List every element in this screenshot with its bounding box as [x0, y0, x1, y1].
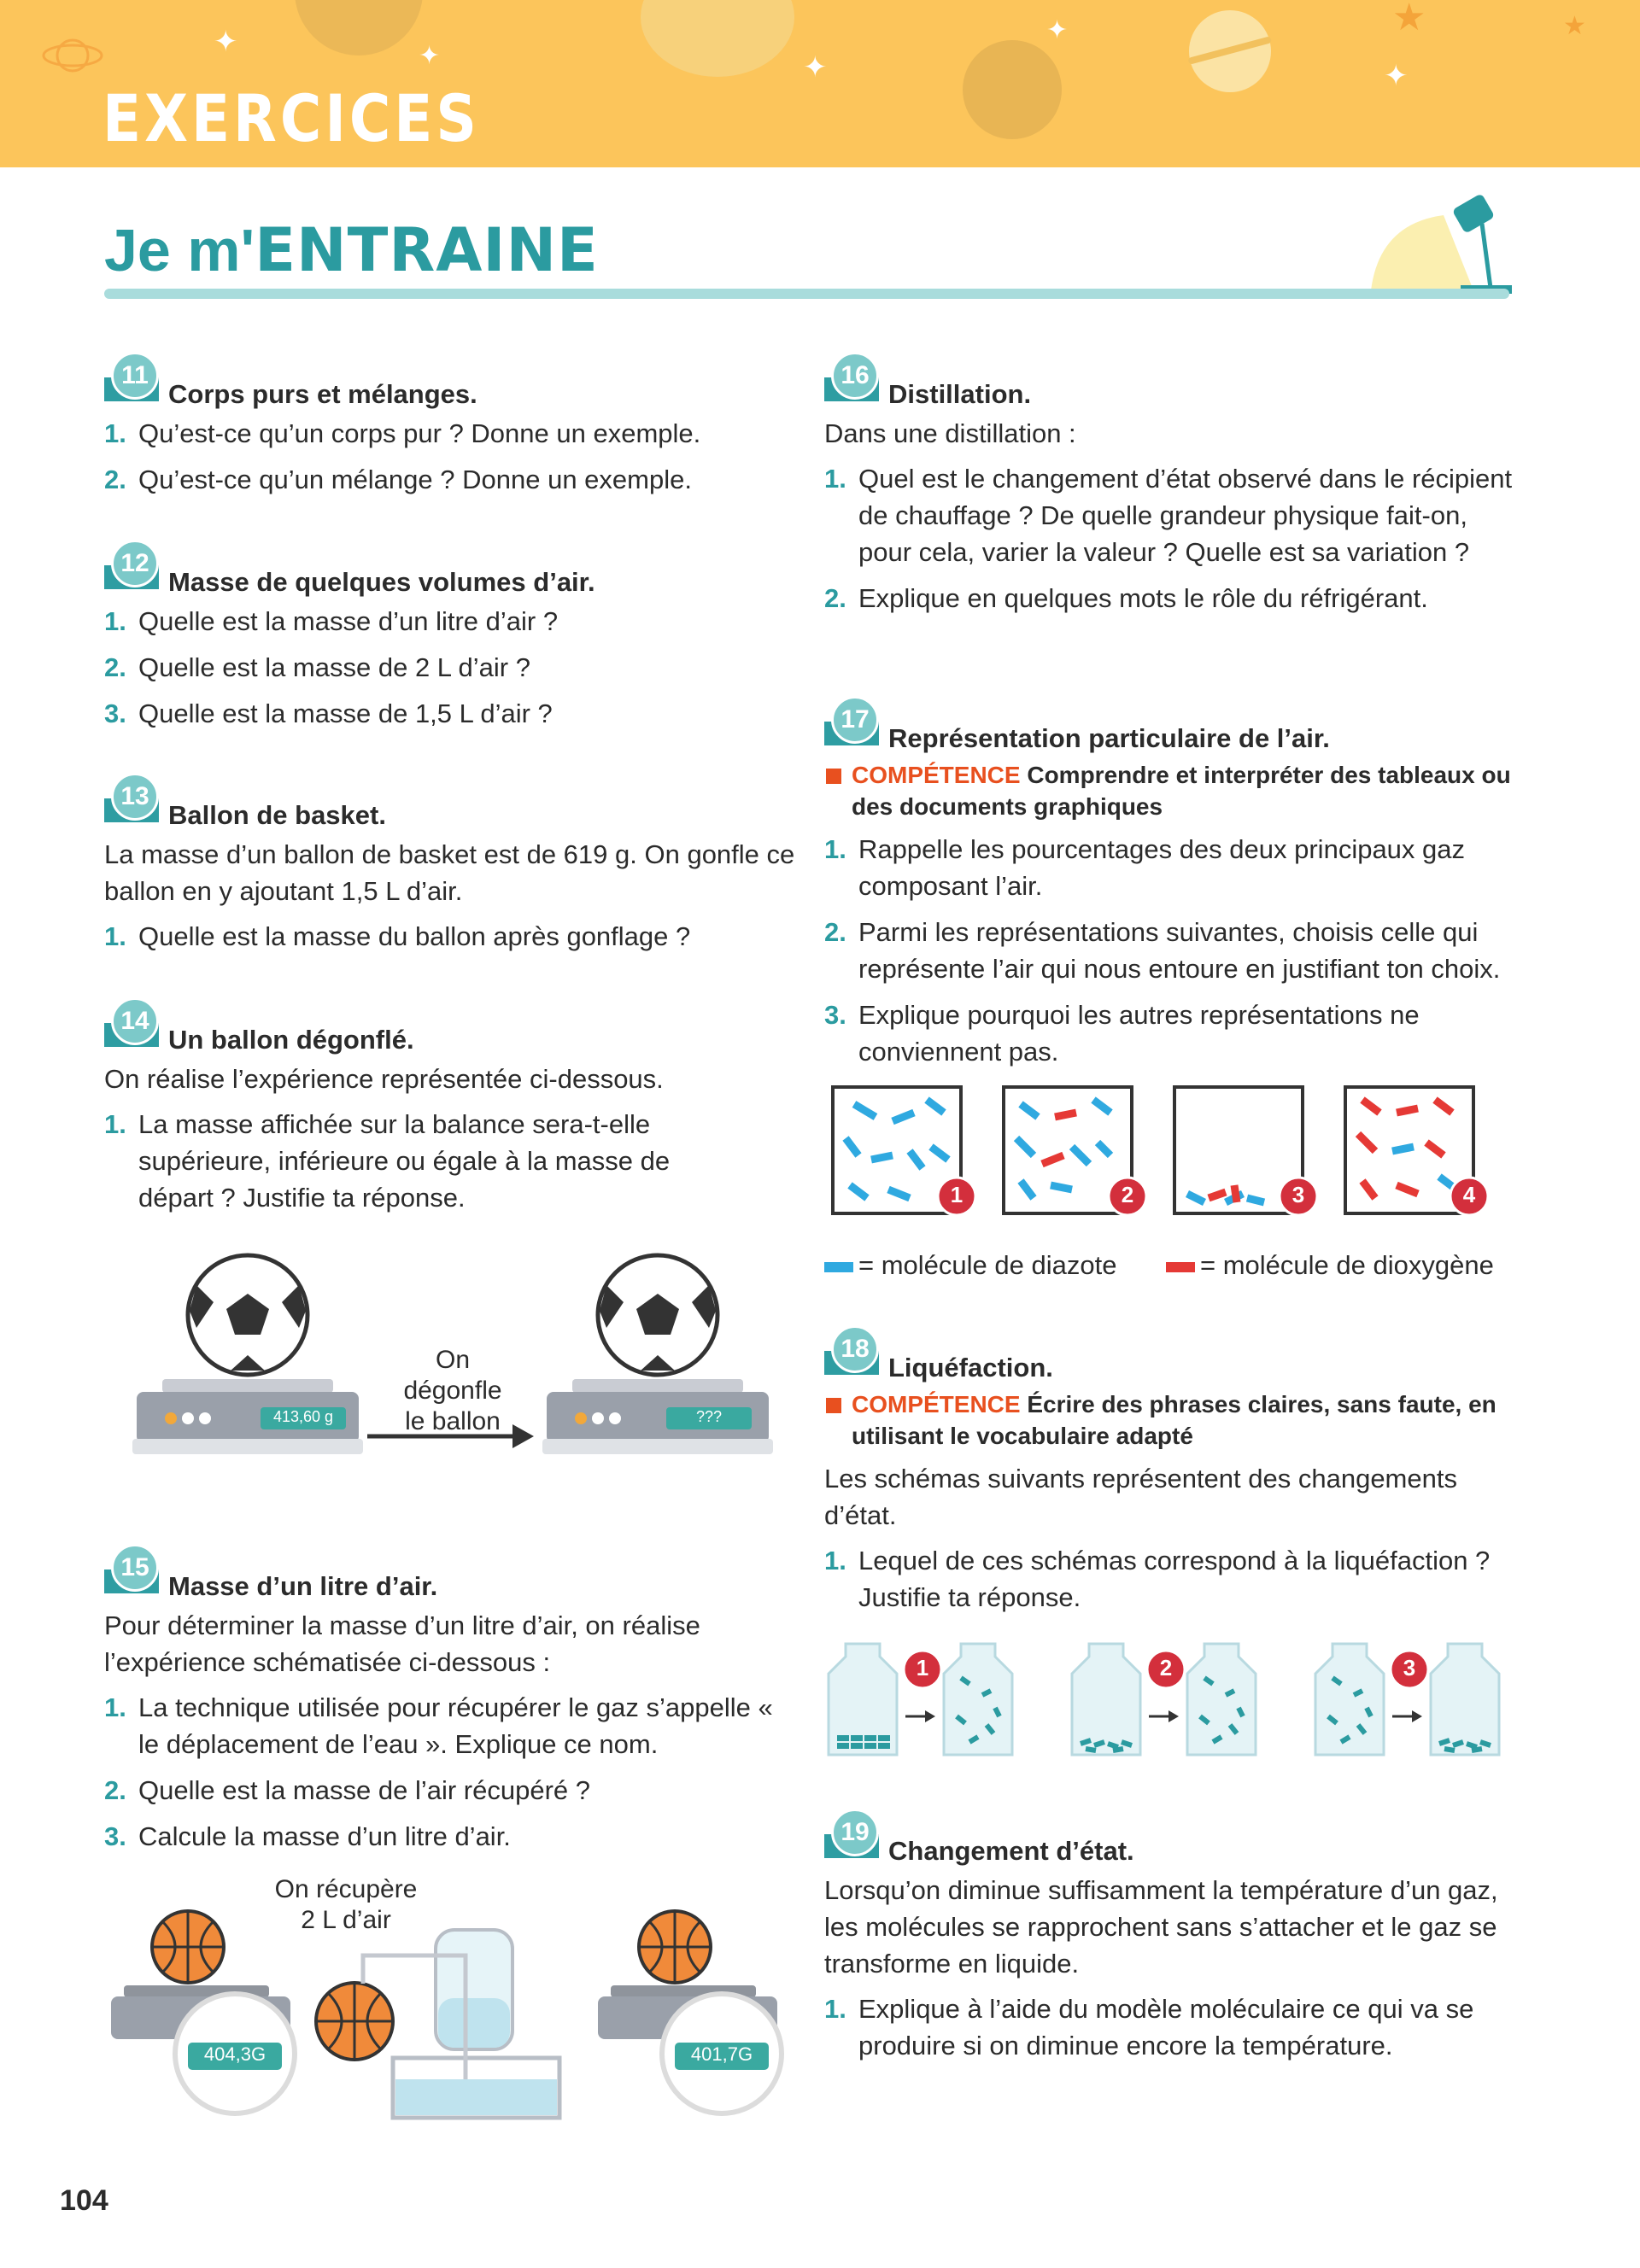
schema-number: 2	[1159, 1655, 1173, 1681]
exercise-16	[824, 352, 1516, 626]
exercise-12	[104, 540, 796, 741]
exercise-number-badge: 16	[824, 352, 879, 406]
air-mass-figure	[107, 1874, 807, 2126]
soccer-ball-icon	[598, 1255, 718, 1375]
exercise-intro: Les schémas suivants représentent des changements d’état.	[824, 1464, 1457, 1530]
section-title-caps: ENTRAINE	[255, 215, 599, 285]
page-number: 104	[60, 2184, 108, 2217]
header-band	[0, 0, 1640, 167]
scale-display: 401,7G	[690, 2043, 753, 2065]
particle-boxes	[829, 1083, 1512, 1232]
basketball-icon	[316, 1983, 393, 2060]
exercise-13	[104, 773, 796, 964]
question: 1. La masse affichée sur la balance sera-t-elle supérieure, inférieure ou égale à la masse de départ ? Justifie ta réponse.	[104, 1109, 671, 1213]
svg-text:✦: ✦	[214, 26, 238, 58]
scale-display: 413,60 g	[272, 1408, 334, 1425]
svg-text:★: ★	[1392, 0, 1426, 38]
legend-oxygene: = molécule de dioxygène	[1166, 1250, 1494, 1281]
question: 1. La technique utilisée pour récupérer le gaz s’appelle « le déplacement de l’eau ». Explique ce nom.	[104, 1692, 773, 1759]
svg-text:✦: ✦	[419, 42, 441, 70]
question: 2. Quelle est la masse de 2 L d’air ?	[104, 652, 530, 682]
exercise-number-badge: 15	[104, 1544, 159, 1599]
exercise-number-badge: 13	[104, 773, 159, 827]
question: 2. Quelle est la masse de l’air récupéré ?	[104, 1775, 590, 1805]
exercise-title: Corps purs et mélanges.	[168, 379, 477, 409]
competence: COMPÉTENCE Écrire des phrases claires, sans faute, en utilisant le vocabulaire adapté	[824, 1388, 1516, 1452]
box-number: 1	[950, 1182, 964, 1207]
box-number: 2	[1121, 1182, 1134, 1207]
svg-text:✦: ✦	[1046, 16, 1069, 44]
exercise-title: Un ballon dégonflé.	[168, 1025, 414, 1055]
question: 3. Explique pourquoi les autres représentations ne conviennent pas.	[824, 1000, 1420, 1067]
question: 1. Quel est le changement d’état observé dans le récipient de chauffage ? De quelle grandeur physique fait-on, pour cela, varier la valeur ? Quelle est sa variation ?	[824, 464, 1513, 567]
svg-text:✦: ✦	[1384, 60, 1409, 92]
scale-display: 404,3G	[203, 2043, 266, 2065]
exercise-title: Masse de quelques volumes d’air.	[168, 567, 595, 597]
exercise-18	[824, 1325, 1516, 1625]
exercise-number-badge: 17	[824, 696, 879, 751]
exercise-15	[104, 1544, 796, 1864]
exercise-number-badge: 11	[104, 352, 159, 406]
exercise-title: Liquéfaction.	[888, 1353, 1053, 1382]
question: 1. Rappelle les pourcentages des deux principaux gaz composant l’air.	[824, 834, 1466, 901]
lamp-icon	[1362, 190, 1516, 305]
exercise-title: Ballon de basket.	[168, 800, 386, 830]
basketball-icon	[639, 1911, 711, 1983]
exercise-title: Distillation.	[888, 379, 1032, 409]
exercise-intro: Lorsqu’on diminue suffisamment la température d’un gaz, les molécules se rapprochent sans s’attacher et le gaz se transforme en liquide.	[824, 1875, 1498, 1979]
exercise-intro: Pour déterminer la masse d’un litre d’air, on réalise l’expérience schématisée ci-dessous :	[104, 1610, 700, 1677]
exercise-number-badge: 14	[104, 997, 159, 1052]
schema-number: 3	[1403, 1655, 1416, 1681]
exercise-title: Représentation particulaire de l’air.	[888, 723, 1330, 753]
figure-caption: On récupère 2 L d’air	[274, 1875, 418, 1934]
question: 2. Qu’est-ce qu’un mélange ? Donne un exemple.	[104, 465, 692, 494]
exercise-17	[824, 696, 1516, 1079]
section-rule	[104, 289, 1509, 299]
competence: COMPÉTENCE Comprendre et interpréter des tableaux ou des documents graphiques	[824, 759, 1516, 822]
soccer-ball-icon	[188, 1255, 308, 1375]
box-number: 4	[1462, 1182, 1476, 1207]
question: 2. Parmi les représentations suivantes, choisis celle qui représente l’air qui nous entoure en justifiant ton choix.	[824, 917, 1501, 984]
question: 1. Quelle est la masse d’un litre d’air ?	[104, 606, 559, 636]
exercise-19	[824, 1809, 1516, 2073]
scale-display: ???	[695, 1408, 723, 1425]
exercise-11	[104, 352, 796, 507]
exercise-title: Masse d’un litre d’air.	[168, 1571, 438, 1601]
exercise-number-badge: 12	[104, 540, 159, 594]
question: 2. Explique en quelques mots le rôle du réfrigérant.	[824, 583, 1428, 613]
schema-number: 1	[916, 1655, 929, 1681]
exercise-number-badge: 19	[824, 1809, 879, 1863]
state-change-schemas	[824, 1640, 1516, 1763]
exercise-intro: Dans une distillation :	[824, 418, 1076, 448]
question: 1. Lequel de ces schémas correspond à la liquéfaction ? Justifie ta réponse.	[824, 1546, 1491, 1612]
question: 1. Qu’est-ce qu’un corps pur ? Donne un exemple.	[104, 418, 701, 448]
section-title-prefix: Je m'	[104, 217, 255, 284]
legend-azote: = molécule de diazote	[824, 1250, 1116, 1281]
exercise-14	[104, 997, 719, 1225]
basketball-icon	[152, 1911, 224, 1983]
svg-text:✦: ✦	[803, 51, 828, 84]
svg-text:★: ★	[1563, 12, 1586, 40]
exercise-title: Changement d’état.	[888, 1836, 1134, 1866]
question: 3. Quelle est la masse de 1,5 L d’air ?	[104, 699, 553, 728]
figure-caption: On dégonfle le ballon	[403, 1346, 502, 1435]
exercise-intro: La masse d’un ballon de basket est de 619 g. On gonfle ce ballon en y ajoutant 1,5 L d’air.	[104, 839, 795, 906]
exercise-intro: On réalise l’expérience représentée ci-dessous.	[104, 1064, 664, 1094]
question: 1. Explique à l’aide du modèle moléculaire ce qui va se produire si on diminue encore la température.	[824, 1994, 1474, 2060]
box-number: 3	[1292, 1182, 1305, 1207]
section-title	[104, 215, 599, 285]
deflated-ball-figure	[128, 1251, 777, 1486]
question: 3. Calcule la masse d’un litre d’air.	[104, 1821, 511, 1851]
header-title: EXERCICES	[102, 81, 480, 157]
exercise-number-badge: 18	[824, 1325, 879, 1380]
question: 1. Quelle est la masse du ballon après gonflage ?	[104, 921, 691, 951]
